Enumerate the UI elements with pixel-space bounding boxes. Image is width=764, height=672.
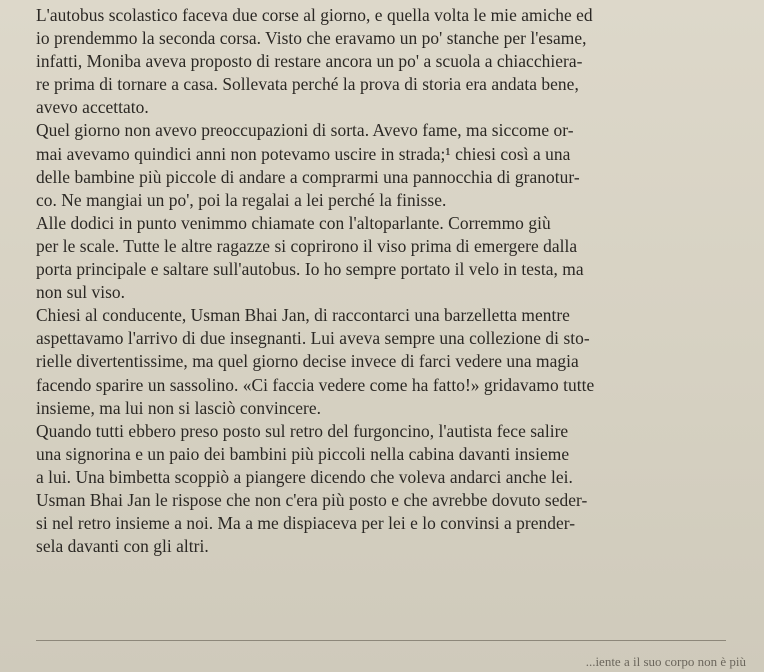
- text-line: non sul viso.: [36, 282, 126, 303]
- text-line: per le scale. Tutte le altre ragazze si coprirono il viso prima di emergere dalla: [36, 235, 578, 256]
- text-line: io prendemmo la seconda corsa. Visto che eravamo un po' stanche per l'esame,: [36, 28, 587, 49]
- text-line: mai avevamo quindici anni non potevamo uscire in strada;¹ chiesi così a una: [36, 143, 571, 164]
- text-line: Quando tutti ebbero preso posto sul retro del furgoncino, l'autista fece salire: [36, 420, 569, 441]
- text-line: Alle dodici in punto venimmo chiamate con l'altoparlante. Corremmo giù: [36, 212, 551, 233]
- footnote-divider: [36, 640, 726, 641]
- text-line: una signorina e un paio dei bambini più piccoli nella cabina davanti insieme: [36, 443, 570, 464]
- text-line: insieme, ma lui non si lasciò convincere.: [36, 397, 322, 418]
- body-text: [36, 4, 756, 558]
- text-line: sela davanti con gli altri.: [36, 536, 209, 557]
- text-line: Quel giorno non avevo preoccupazioni di sorta. Avevo fame, ma siccome or-: [36, 120, 574, 141]
- text-line: a lui. Una bimbetta scoppiò a piangere dicendo che voleva andarci anche lei.: [36, 466, 573, 487]
- text-line: re prima di tornare a casa. Sollevata perché la prova di storia era andata bene,: [36, 74, 579, 95]
- text-line: L'autobus scolastico faceva due corse al giorno, e quella volta le mie amiche ed: [36, 5, 593, 25]
- text-line: aspettavamo l'arrivo di due insegnanti. Lui aveva sempre una collezione di sto-: [36, 328, 590, 349]
- text-line: infatti, Moniba aveva proposto di restare ancora un po' a scuola a chiacchiera-: [36, 51, 583, 72]
- text-line: porta principale e saltare sull'autobus. Io ho sempre portato il velo in testa, ma: [36, 259, 584, 280]
- text-line: co. Ne mangiai un po', poi la regalai a lei perché la finisse.: [36, 189, 447, 210]
- text-line: Chiesi al conducente, Usman Bhai Jan, di raccontarci una barzelletta mentre: [36, 305, 570, 326]
- text-line: avevo accettato.: [36, 97, 149, 118]
- text-line: si nel retro insieme a noi. Ma a me dispiaceva per lei e lo convinsi a prender-: [36, 513, 576, 534]
- footnote-fragment: ...iente a il suo corpo non è più: [585, 654, 746, 669]
- text-line: facendo sparire un sassolino. «Ci faccia vedere come ha fatto!» gridavamo tutte: [36, 374, 595, 395]
- text-line: Usman Bhai Jan le rispose che non c'era più posto e che avrebbe dovuto seder-: [36, 489, 588, 510]
- text-line: rielle divertentissime, ma quel giorno decise invece di farci vedere una magia: [36, 351, 579, 372]
- text-line: delle bambine più piccole di andare a comprarmi una pannocchia di granotur-: [36, 166, 580, 187]
